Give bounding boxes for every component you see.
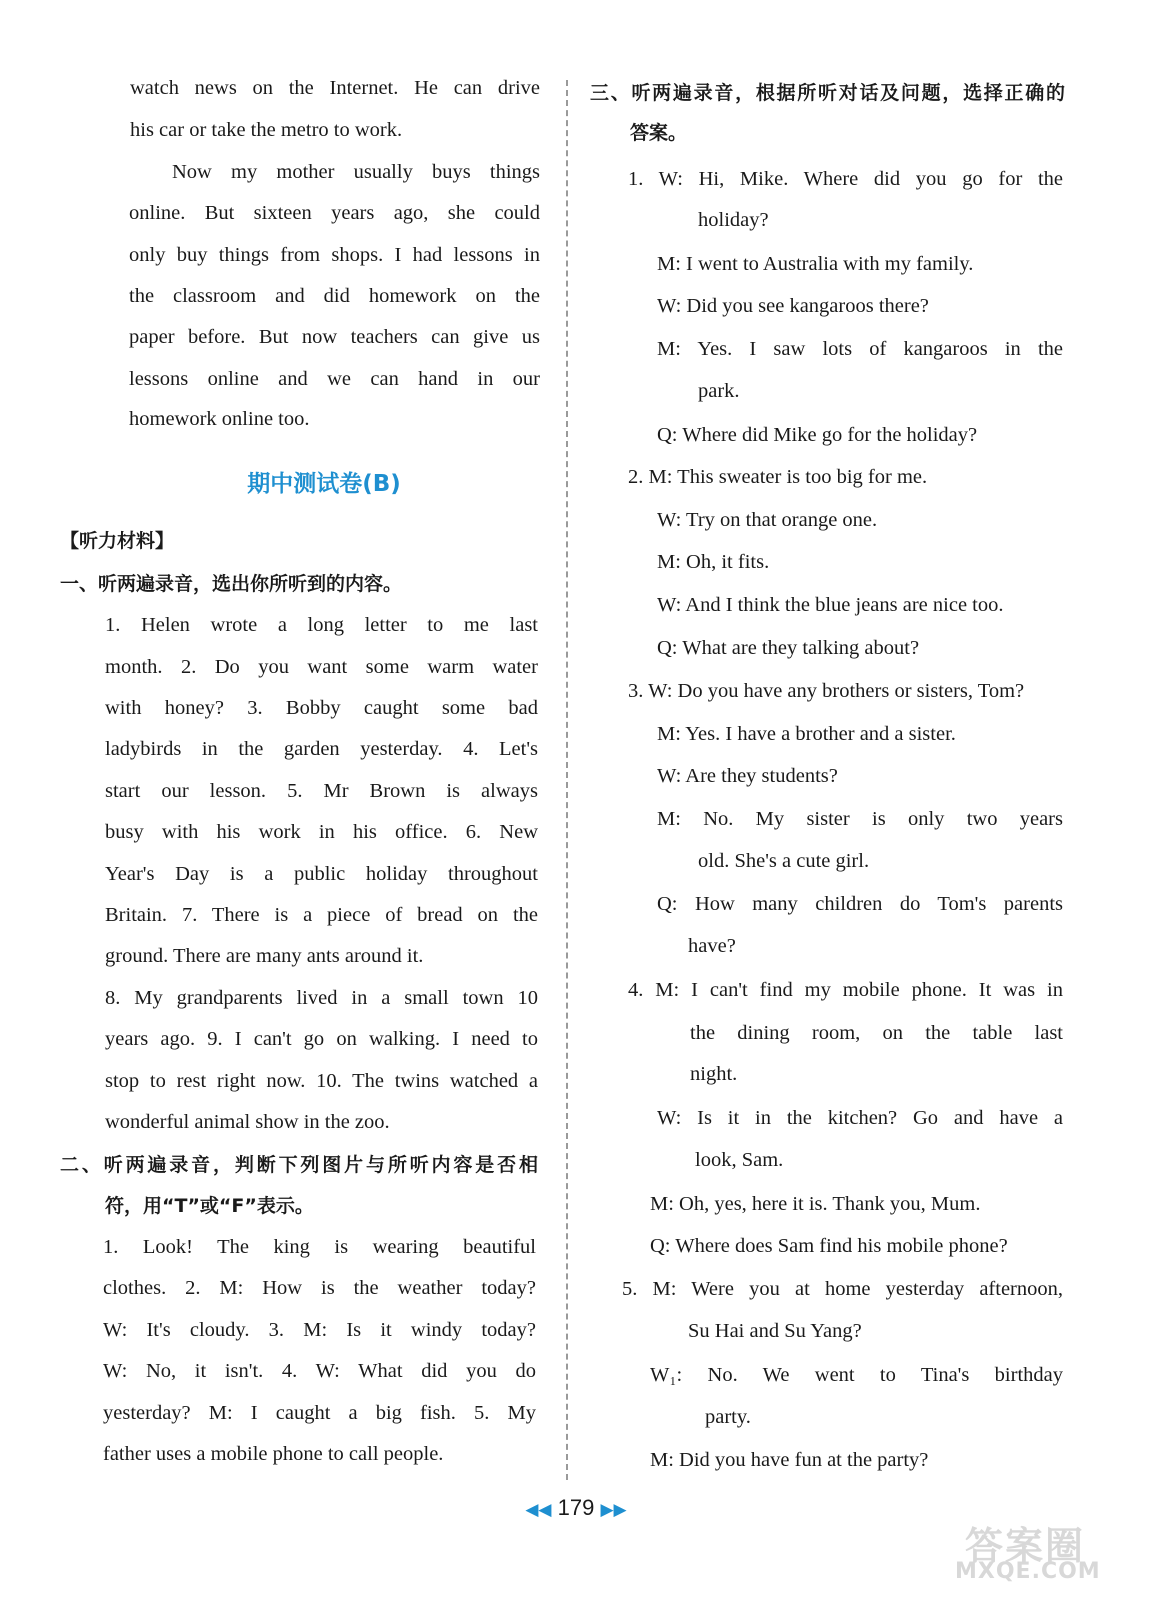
right-text-line: W: Did you see kangaroos there?: [657, 295, 929, 317]
left-text-line: the classroom and did homework on the: [129, 285, 540, 307]
left-text-line: 1. Look! The king is wearing beautiful: [103, 1236, 536, 1258]
left-text-line: only buy things from shops. I had lessons in: [129, 244, 540, 266]
right-text-line: 5. M: Were you at home yesterday afternoon,: [622, 1278, 1063, 1300]
left-text-line: 一、听两遍录音，选出你所听到的内容。: [60, 573, 403, 595]
left-text-line: online. But sixteen years ago, she could: [129, 202, 540, 224]
left-text-line: Now my mother usually buys things: [172, 161, 540, 183]
right-text-line: W₁: No. We went to Tina's birthday: [650, 1364, 1063, 1386]
left-text-line: watch news on the Internet. He can drive: [130, 77, 540, 99]
left-text-line: busy with his work in his office. 6. New: [105, 821, 538, 843]
watermark-text: 答案圈: [965, 1524, 1086, 1568]
right-text-line: W: Are they students?: [657, 765, 838, 787]
right-text-line: Su Hai and Su Yang?: [688, 1320, 862, 1342]
right-text-line: 答案。: [630, 122, 688, 144]
left-text-line: yesterday? M: I caught a big fish. 5. My: [103, 1402, 536, 1424]
right-text-line: park.: [698, 380, 740, 402]
right-text-line: 2. M: This sweater is too big for me.: [628, 466, 928, 488]
left-text-line: father uses a mobile phone to call people.: [103, 1443, 444, 1465]
previous-page-arrows[interactable]: ◀◀: [525, 1500, 552, 1519]
right-text-line: M: I went to Australia with my family.: [657, 253, 974, 275]
left-text-line: clothes. 2. M: How is the weather today?: [103, 1277, 536, 1299]
left-text-line: ground. There are many ants around it.: [105, 945, 424, 967]
right-text-line: M: Yes. I have a brother and a sister.: [657, 723, 956, 745]
left-column: [60, 0, 548, 1490]
section-title: 期中测试卷(B): [247, 471, 401, 497]
left-text-line: W: It's cloudy. 3. M: Is it windy today?: [103, 1319, 536, 1341]
right-text-line: W: And I think the blue jeans are nice too.: [657, 594, 1004, 616]
left-text-line: 1. Helen wrote a long letter to me last: [105, 614, 538, 636]
left-text-line: lessons online and we can hand in our: [129, 368, 540, 390]
left-text-line: paper before. But now teachers can give us: [129, 326, 540, 348]
right-text-line: W: Is it in the kitchen? Go and have a: [657, 1107, 1063, 1129]
left-text-line: with honey? 3. Bobby caught some bad: [105, 697, 538, 719]
right-text-line: M: No. My sister is only two years: [657, 808, 1063, 830]
watermark-logo: [955, 1515, 1115, 1585]
left-text-line: W: No, it isn't. 4. W: What did you do: [103, 1360, 536, 1382]
right-text-line: the dining room, on the table last: [690, 1022, 1063, 1044]
left-text-line: 二、听两遍录音，判断下列图片与所听内容是否相: [60, 1154, 538, 1176]
left-text-line: start our lesson. 5. Mr Brown is always: [105, 780, 538, 802]
right-text-line: 3. W: Do you have any brothers or sisters, Tom?: [628, 680, 1025, 702]
right-text-line: Q: Where did Mike go for the holiday?: [657, 424, 978, 446]
right-text-line: 三、听两遍录音，根据所听对话及问题，选择正确的: [590, 82, 1065, 104]
right-text-line: night.: [690, 1063, 738, 1085]
watermark-url: MXQE.COM: [955, 1559, 1101, 1584]
left-text-line: his car or take the metro to work.: [130, 119, 403, 141]
right-text-line: M: Did you have fun at the party?: [650, 1449, 929, 1471]
next-page-arrows[interactable]: ▶▶: [600, 1500, 627, 1519]
page-number: 179: [557, 1495, 595, 1520]
left-text-line: 【听力材料】: [60, 530, 175, 552]
right-text-line: Q: Where does Sam find his mobile phone?: [650, 1235, 1008, 1257]
right-text-line: holiday?: [698, 209, 769, 231]
right-text-line: Q: What are they talking about?: [657, 637, 920, 659]
right-text-line: old. She's a cute girl.: [698, 850, 870, 872]
left-text-line: Britain. 7. There is a piece of bread on the: [105, 904, 538, 926]
left-text-line: 8. My grandparents lived in a small town 10: [105, 987, 538, 1009]
right-text-line: M: Yes. I saw lots of kangaroos in the: [657, 338, 1063, 360]
right-column: [585, 0, 1070, 1490]
right-text-line: 1. W: Hi, Mike. Where did you go for the: [628, 168, 1063, 190]
left-text-line: 符，用“T”或“F”表示。: [105, 1195, 314, 1217]
left-text-line: stop to rest right now. 10. The twins watched a: [105, 1070, 538, 1092]
left-text-line: homework online too.: [129, 408, 310, 430]
right-text-line: 4. M: I can't find my mobile phone. It was in: [628, 979, 1063, 1001]
left-text-line: ladybirds in the garden yesterday. 4. Let's: [105, 738, 538, 760]
right-text-line: Q: How many children do Tom's parents: [657, 893, 1063, 915]
left-text-line: wonderful animal show in the zoo.: [105, 1111, 390, 1133]
left-text-line: Year's Day is a public holiday throughout: [105, 863, 538, 885]
right-text-line: M: Oh, yes, here it is. Thank you, Mum.: [650, 1193, 981, 1215]
right-text-line: look, Sam.: [695, 1149, 784, 1171]
left-text-line: month. 2. Do you want some warm water: [105, 656, 538, 678]
right-text-line: M: Oh, it fits.: [657, 551, 770, 573]
right-text-line: W: Try on that orange one.: [657, 509, 878, 531]
column-divider: [566, 80, 568, 1480]
right-text-line: party.: [705, 1406, 751, 1428]
right-text-line: have?: [688, 935, 736, 957]
left-text-line: years ago. 9. I can't go on walking. I need to: [105, 1028, 538, 1050]
